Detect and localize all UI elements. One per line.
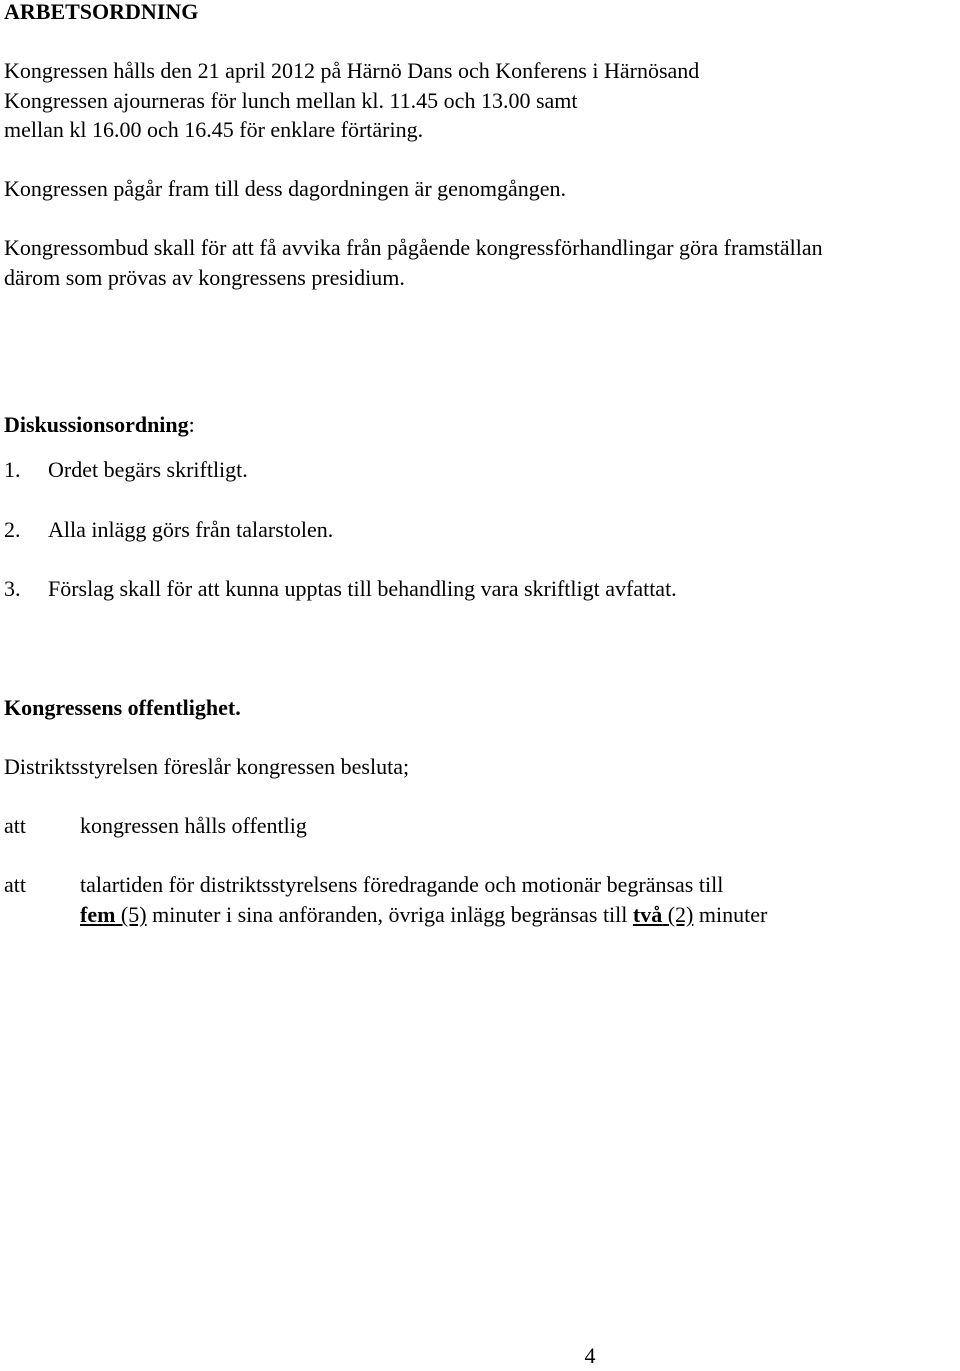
proposal-end-text: minuter (693, 902, 768, 927)
tva-number-value: (2) (667, 902, 694, 927)
intro-line-2: Kongressen ajourneras för lunch mellan kl. 11.45 och 13.00 samt (4, 88, 578, 113)
delegate-rule-line-2: därom som prövas av kongressens presidium. (4, 265, 405, 290)
tva-number (662, 902, 693, 927)
list-item-text: Alla inlägg görs från talarstolen. (48, 517, 334, 542)
page-title: ARBETSORDNING (4, 0, 199, 24)
list-item-number: 3. (4, 576, 21, 601)
list-item (4, 574, 677, 604)
page-number: 4 (584, 1343, 596, 1368)
tva-emphasis: två (632, 902, 663, 927)
discussion-heading-colon: : (188, 412, 195, 437)
proposal-text: kongressen hålls offentlig (80, 813, 307, 838)
list-item-number: 1. (4, 457, 21, 482)
list-item-number: 2. (4, 517, 21, 542)
proposal-att-label: att (4, 872, 26, 897)
list-item (4, 455, 248, 485)
list-item (4, 515, 333, 545)
proposal-text-line-2 (80, 900, 767, 930)
delegate-rule-line-1: Kongressombud skall för att få avvika från pågående kongressförhandlingar göra framställan (4, 235, 823, 260)
fem-number (115, 902, 146, 927)
publicity-heading: Kongressens offentlighet. (4, 695, 241, 720)
list-item-text: Förslag skall för att kunna upptas till behandling vara skriftligt avfattat. (48, 576, 677, 601)
discussion-heading-text: Diskussionsordning (4, 412, 189, 437)
proposal-middle-text: minuter i sina anföranden, övriga inlägg begränsas till (146, 902, 633, 927)
list-item-text: Ordet begärs skriftligt. (48, 457, 248, 482)
proposal-text-line-1: talartiden för distriktsstyrelsens föredragande och motionär begränsas till (80, 872, 724, 897)
duration-paragraph: Kongressen pågår fram till dess dagordningen är genomgången. (4, 176, 567, 201)
intro-line-1: Kongressen hålls den 21 april 2012 på Härnö Dans och Konferens i Härnösand (4, 58, 700, 83)
discussion-heading (4, 410, 195, 440)
intro-line-3: mellan kl 16.00 och 16.45 för enklare förtäring. (4, 117, 424, 142)
fem-number-value: (5) (120, 902, 147, 927)
publicity-intro: Distriktsstyrelsen föreslår kongressen besluta; (4, 754, 410, 779)
fem-emphasis: fem (80, 902, 116, 927)
proposal-att-label: att (4, 813, 26, 838)
